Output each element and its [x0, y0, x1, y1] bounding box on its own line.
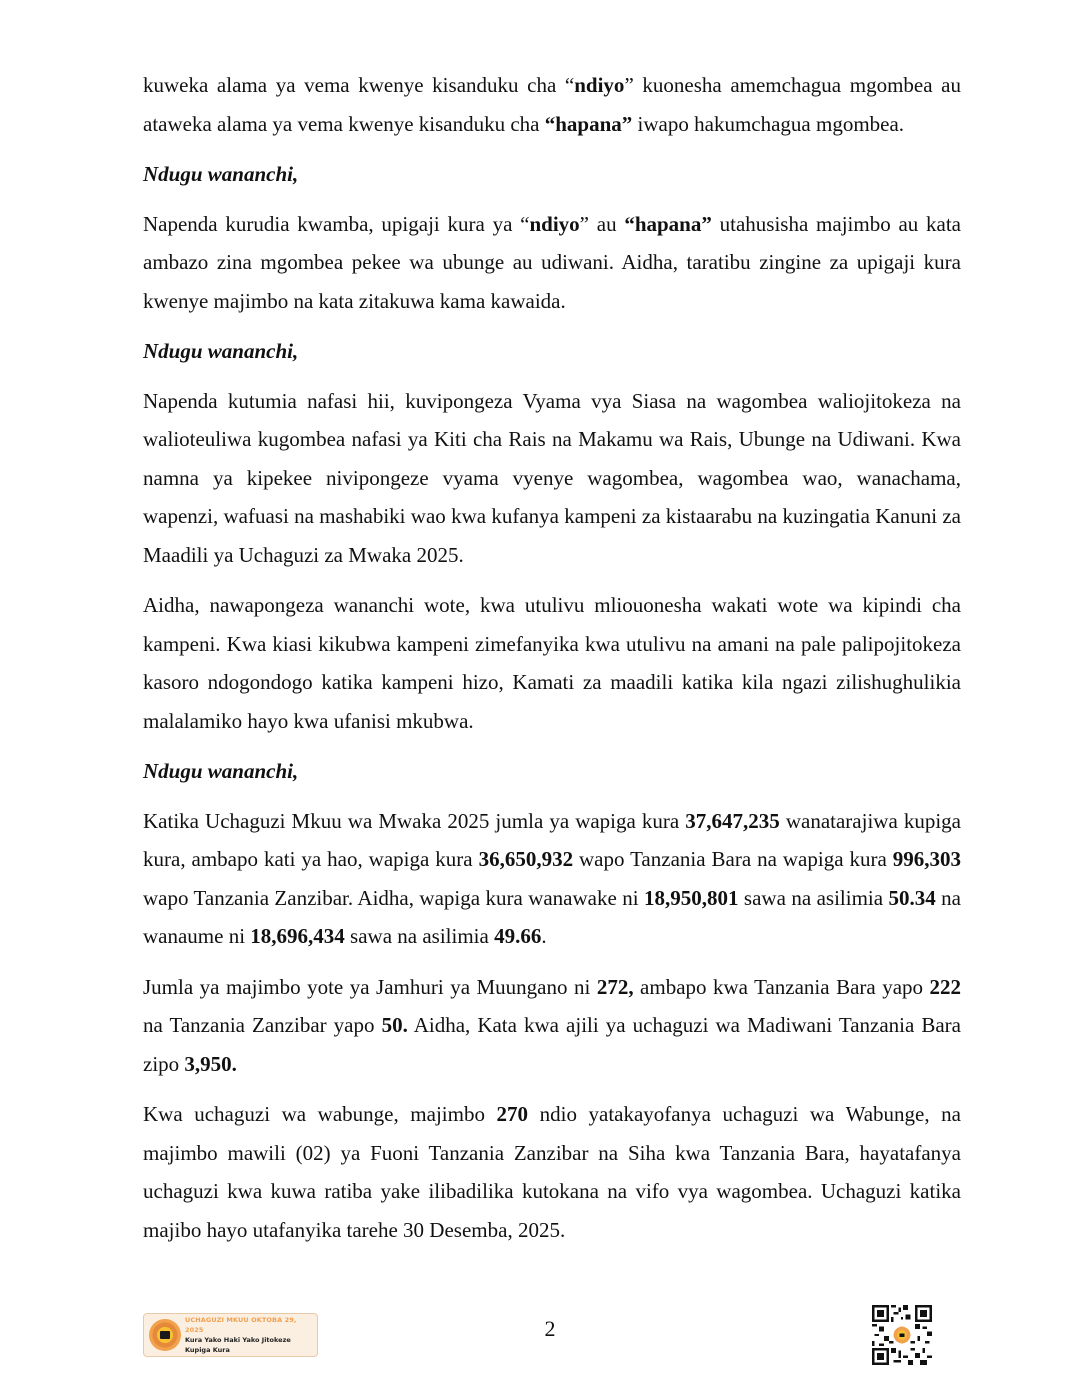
text-run: kuweka alama ya vema kwenye kisanduku cha “ — [143, 73, 575, 97]
emphasized-value: “hapana” — [624, 211, 712, 236]
emphasized-value: 50.34 — [888, 885, 936, 910]
salutation — [143, 155, 961, 194]
election-logo-icon — [149, 1319, 181, 1351]
emphasized-value: 270 — [496, 1102, 529, 1126]
election-banner — [143, 1313, 318, 1357]
text-run: Napenda kurudia kwamba, upigaji kura ya “ — [143, 211, 530, 236]
text-run: Jumla ya majimbo yote ya Jamhuri ya Muungano ni — [143, 974, 597, 999]
salutation — [143, 332, 961, 371]
text-run: Napenda kutumia nafasi hii, kuvipongeza Vyama vya Siasa na wagombea waliojitokeza na walioteuliwa kugombea nafasi ya Kiti cha Rais na Makamu wa Rais, Ubunge na Udiwani. Kwa namna ya kipekee nivipongeze vyama vyenye wagombea, wagombea wao, wanachama, wapenzi, wafuasi na mashabiki wao kwa kufanya kampeni za kistaarabu na kuzingatia Kanuni za Maadili ya Uchaguzi za Mwaka 2025. — [143, 388, 961, 567]
banner-slogan-line1: Kura Yako Haki Yako Jitokeze — [185, 1336, 291, 1344]
text-run: wapo Tanzania Zanzibar. Aidha, wapiga kura wanawake ni — [143, 885, 644, 910]
text-run: sawa na asilimia — [738, 885, 889, 910]
emphasized-value: 996,303 — [892, 847, 961, 871]
paragraph — [143, 205, 961, 321]
emphasized-value: 222 — [929, 974, 962, 999]
paragraph — [143, 382, 961, 575]
emphasized-value: 50. — [381, 1013, 408, 1037]
banner-title: UCHAGUZI MKUU OKTOBA 29, 2025 — [185, 1316, 297, 1334]
document-body — [143, 66, 961, 1261]
emphasized-value: “hapana” — [544, 111, 633, 136]
text-run: Ndugu wananchi, — [143, 339, 299, 363]
paragraph — [143, 586, 961, 740]
emphasized-value: 18,950,801 — [644, 885, 739, 910]
emphasized-value: 36,650,932 — [478, 847, 574, 871]
text-run: Aidha, nawapongeza wananchi wote, kwa utulivu mliouonesha wakati wote wa kipindi cha kampeni. Kwa kiasi kikubwa kampeni zimefanyika kwa utulivu na amani na pale palipojitokeza kasoro ndogondogo katika kampeni hizo, Kamati za maadili katika kila ngazi zilishughulikia malalamiko hayo kwa ufanisi mkubwa. — [143, 593, 961, 733]
text-run: . — [541, 924, 547, 948]
text-run: Katika Uchaguzi Mkuu wa Mwaka 2025 jumla ya wapiga kura — [143, 808, 686, 833]
text-run: wapo Tanzania Bara na wapiga kura — [573, 847, 893, 871]
banner-slogan-line2: Kupiga Kura — [185, 1346, 230, 1354]
text-run: sawa na asilimia — [344, 924, 495, 948]
emphasized-value: 272, — [596, 974, 634, 999]
emphasized-value: 3,950. — [184, 1051, 237, 1076]
paragraph — [143, 968, 961, 1084]
emphasized-value: ndiyo — [529, 211, 580, 236]
text-run: ” au — [579, 211, 625, 236]
text-run: utahusisha majimbo au kata ambazo zina mgombea pekee wa ubunge au udiwani. Aidha, taratibu zingine za upigaji kura kwenye majimbo na kata zitakuwa kama kawaida. — [143, 211, 961, 313]
text-run: Kwa uchaguzi wa wabunge, majimbo — [143, 1102, 497, 1126]
emphasized-value: ndiyo — [574, 73, 625, 97]
text-run: Ndugu wananchi, — [143, 759, 299, 783]
text-run: na Tanzania Zanzibar yapo — [143, 1013, 382, 1037]
banner-text — [185, 1315, 317, 1355]
emphasized-value: 37,647,235 — [685, 808, 780, 833]
text-run: iwapo hakumchagua mgombea. — [632, 111, 905, 136]
qr-code-icon — [872, 1305, 932, 1365]
paragraph — [143, 66, 961, 143]
text-run: ambapo kwa Tanzania Bara yapo — [633, 974, 930, 999]
text-run: Ndugu wananchi, — [143, 162, 299, 186]
emphasized-value: 18,696,434 — [250, 924, 345, 948]
text-run: ” kuonesha amemchagua mgombea au ataweka alama ya vema kwenye kisanduku cha — [143, 73, 961, 136]
salutation — [143, 752, 961, 791]
page-number: 2 — [544, 1316, 556, 1341]
paragraph — [143, 1095, 961, 1249]
paragraph — [143, 802, 961, 956]
text-run: ndio yatakayofanya uchaguzi wa Wabunge, na majimbo mawili (02) ya Fuoni Tanzania Zanzibar na Siha kwa Tanzania Bara, hayatafanya uchaguzi kwa kuwa ratiba yake ilibadilika kutokana na vifo vya wagombea. Uchaguzi katika majibo hayo utafanyika tarehe 30 Desemba, 2025. — [143, 1102, 961, 1242]
text-run: wanatarajiwa kupiga kura, ambapo kati ya hao, wapiga kura — [143, 808, 961, 871]
text-run: na wanaume ni — [143, 885, 961, 948]
text-run: Aidha, Kata kwa ajili ya uchaguzi wa Madiwani Tanzania Bara zipo — [143, 1013, 961, 1076]
emphasized-value: 49.66 — [494, 924, 542, 948]
